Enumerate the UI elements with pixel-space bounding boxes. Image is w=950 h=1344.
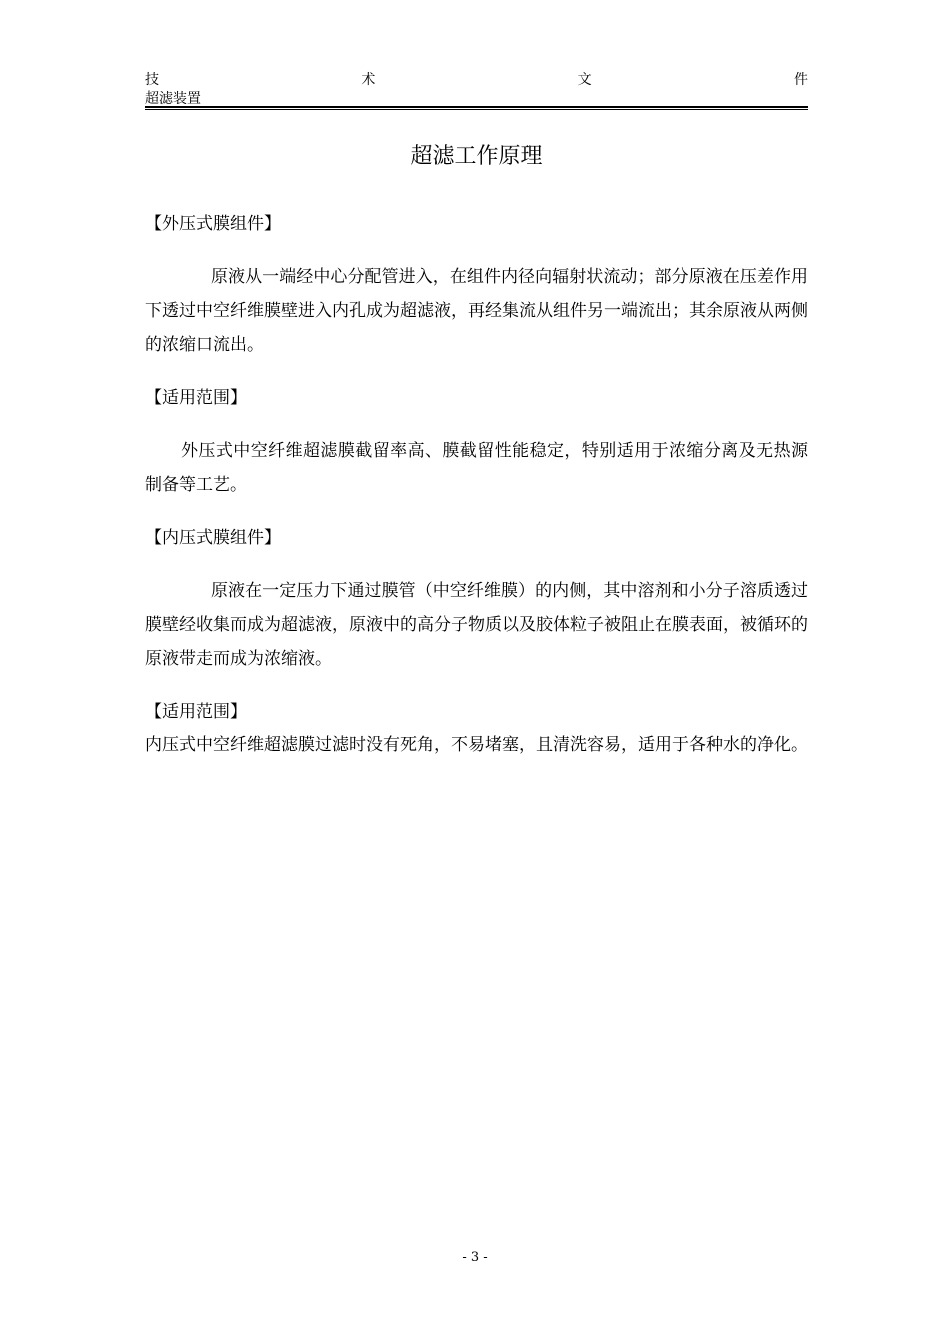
section-paragraph-scope-external: 外压式中空纤维超滤膜截留率高、膜截留性能稳定，特别适用于浓缩分离及无热源制备等工艺。 [145,441,808,495]
section-heading-scope-external: 【适用范围】 [145,388,247,408]
document-body [145,140,808,762]
header-rule-thin [145,109,808,110]
page-number: - 3 - [462,1250,488,1265]
section-paragraph-internal-module: 原液在一定压力下通过膜管（中空纤维膜）的内侧，其中溶剂和小分子溶质透过膜壁经收集而成为超滤液，原液中的高分子物质以及胶体粒子被阻止在膜表面，被循环的原液带走而成为浓缩液。 [145,581,808,669]
header-title-char: 术 [361,72,376,88]
header-subtitle: 超滤装置 [145,91,201,107]
header-rule [145,106,808,108]
section-heading-internal-module: 【内压式膜组件】 [145,528,281,548]
section-heading-scope-internal: 【适用范围】 [145,702,247,722]
header-title-char: 件 [793,72,808,88]
document-title: 超滤工作原理 [410,144,543,169]
header-title-char: 技 [145,72,159,88]
section-paragraph-scope-internal: 内压式中空纤维超滤膜过滤时没有死角，不易堵塞，且清洗容易，适用于各种水的净化。 [145,735,808,755]
section-heading-external-module: 【外压式膜组件】 [145,214,281,234]
header-title-char: 文 [577,72,592,88]
section-paragraph-external-module: 原液从一端经中心分配管进入，在组件内径向辐射状流动；部分原液在压差作用下透过中空纤维膜壁进入内孔成为超滤液，再经集流从组件另一端流出；其余原液从两侧的浓缩口流出。 [145,267,808,355]
page-header [145,70,808,108]
header-title [145,70,808,90]
